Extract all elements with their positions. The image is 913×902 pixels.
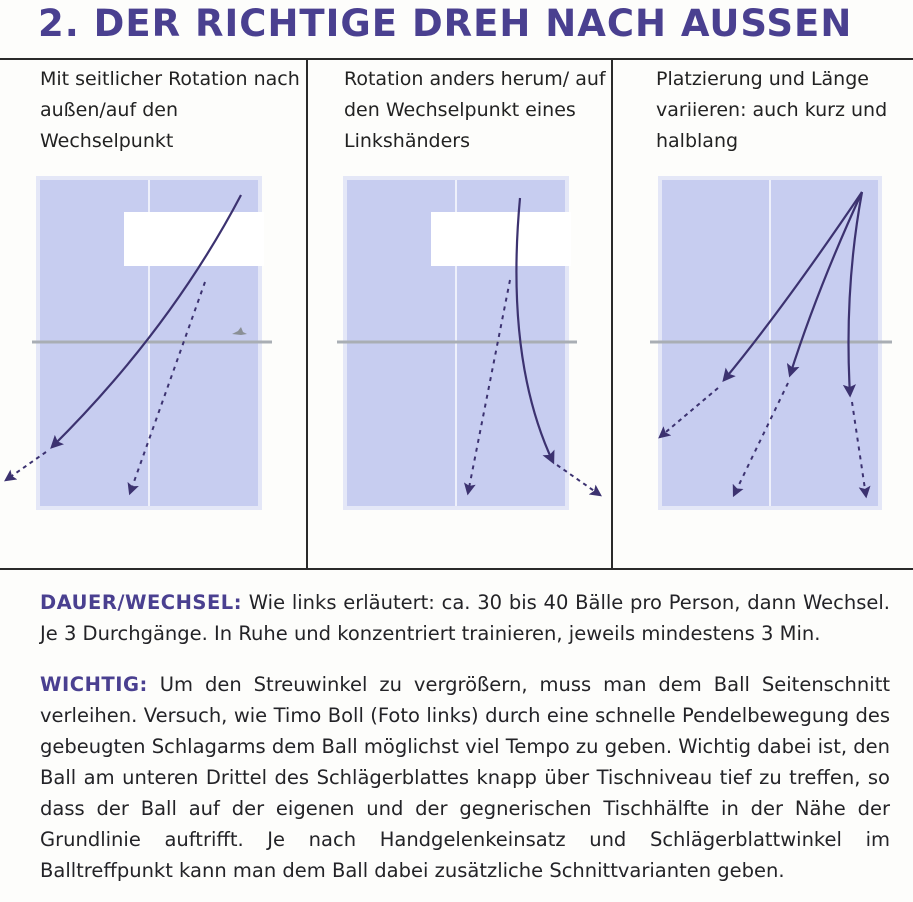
duration-label: DAUER/WECHSEL: bbox=[40, 591, 243, 614]
important-label: WICHTIG: bbox=[40, 673, 148, 696]
bottom-divider bbox=[0, 568, 913, 570]
page-title: 2. DER RICHTIGE DREH NACH AUSSEN bbox=[38, 2, 853, 45]
duration-text: Wie links erläutert: ca. 30 bis 40 Bälle pro Person, dann Wechsel. Je 3 Durchgänge. In Ruhe und konzentriert trainieren, jeweils mindestens 3 Min. bbox=[40, 591, 890, 645]
top-divider bbox=[0, 58, 913, 60]
diagram-2 bbox=[305, 170, 615, 520]
target-zone bbox=[431, 212, 571, 266]
diagram-3 bbox=[612, 170, 913, 520]
target-zone bbox=[124, 212, 264, 266]
duration-paragraph bbox=[40, 587, 890, 649]
caption-2: Rotation anders herum/ auf den Wechselpunkt eines Linkshänders bbox=[344, 68, 606, 152]
important-paragraph bbox=[40, 669, 890, 886]
caption-1: Mit seitlicher Rotation nach außen/auf den Wechselpunkt bbox=[40, 68, 300, 152]
important-text: Um den Streuwinkel zu vergrößern, muss man dem Ball Seitenschnitt verleihen. Versuch, wie Timo Boll (Foto links) durch eine schnelle Pendelbewegung des gebeugten Schlagarms dem Ball möglichst viel Tempo zu geben. Wichtig dabei ist, den Ball am unteren Drittel des Schlägerblattes knapp über Tischniveau tief zu treffen, so dass der Ball auf der eigenen und der gegnerischen Tischhälfte in der Nähe der Grundlinie auftrifft. Je nach Handgelenkeinsatz und Schlägerblattwinkel im Balltreffpunkt kann man dem Ball dabei zusätzliche Schnittvarianten geben. bbox=[40, 673, 890, 882]
diagram-1 bbox=[0, 170, 310, 520]
caption-3: Platzierung und Länge variieren: auch kurz und halblang bbox=[656, 68, 888, 152]
